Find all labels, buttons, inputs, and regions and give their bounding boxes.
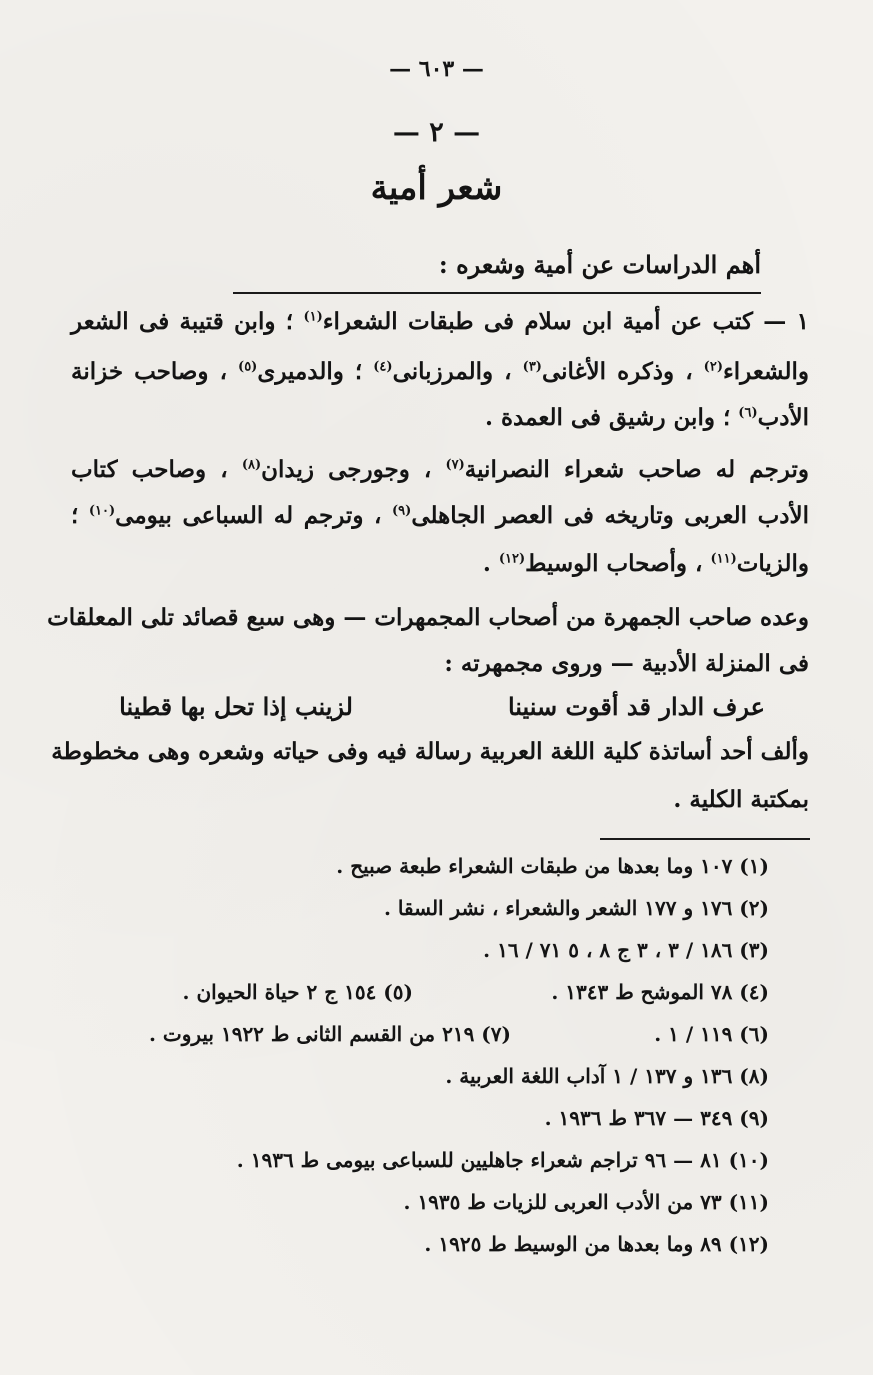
- footnote-7: (٧) ٢١٩ من القسم الثانى ط ١٩٢٢ بيروت .: [148, 1022, 511, 1046]
- footnote-2: (٢) ١٧٦ و ١٧٧ الشعر والشعراء ، نشر السقا .: [383, 896, 769, 920]
- footnote-5: (٥) ١٥٤ ج ٢ حياة الحيوان .: [182, 980, 413, 1004]
- paragraph-3-line-2: فى المنزلة الأدبية — وروى مجمهرته :: [444, 650, 809, 677]
- footnote-3: (٣) ١٨٦ / ٣ ، ٣ ج ٨ ، ٥ ٧١ / ١٦ .: [483, 938, 769, 962]
- paragraph-1-line-3: الأدب$^{(٦)}$ ؛ وابن رشيق فى العمدة .: [484, 404, 809, 431]
- footnote-12: (١٢) ٨٩ وما بعدها من الوسيط ط ١٩٢٥ .: [424, 1232, 769, 1256]
- footnote-ref: (٥): [238, 359, 258, 375]
- footnote-8: (٨) ١٣٦ و ١٣٧ / ١ آداب اللغة العربية .: [445, 1064, 769, 1088]
- footnote-ref: (١١): [710, 551, 737, 567]
- verse-second-hemistich: لزينب إذا تحل بها قطينا: [119, 692, 353, 721]
- footnote-ref: (٩): [392, 503, 412, 519]
- paragraph-4-line-1: وألف أحد أساتذة كلية اللغة العربية رسالة فيه وفى حياته وشعره وهى مخطوطة: [51, 738, 809, 765]
- footnote-ref: (١): [303, 309, 323, 325]
- footnote-6: (٦) ١١٩ / ١ .: [654, 1022, 769, 1046]
- footnote-ref: (٤): [373, 359, 393, 375]
- paragraph-1-line-2: والشعراء$^{(٢)}$ ، وذكره الأغانى$^{(٣)}$ ، والمرزبانى$^{(٤)}$ ؛ والدميرى$^{(٥)}$ ، وصاحب خزانة: [71, 358, 809, 385]
- section-number: — ٢ —: [392, 117, 481, 148]
- subheading-underlined: [233, 248, 761, 294]
- paragraph-2-line-1: وترجم له صاحب شعراء النصرانية$^{(٧)}$ ، وجورجى زيدان$^{(٨)}$ ، وصاحب كتاب: [71, 456, 809, 483]
- footnote-ref: (٣): [522, 359, 542, 375]
- footnote-1: (١) ١٠٧ وما بعدها من طبقات الشعراء طبعة صبيح .: [336, 854, 769, 878]
- paragraph-4-line-2: بمكتبة الكلية .: [673, 786, 809, 813]
- subheading: أهم الدراسات عن أمية وشعره :: [438, 250, 761, 279]
- paragraph-3-line-1: وعده صاحب الجمهرة من أصحاب المجمهرات — وهى سبع قصائد تلى المعلقات: [47, 604, 809, 631]
- footnote-separator: [600, 838, 810, 840]
- verse-first-hemistich: عرف الدار قد أقوت سنينا: [507, 692, 765, 721]
- page-number: — ٦٠٣ —: [389, 56, 484, 82]
- chapter-title: شعر أمية: [370, 168, 503, 208]
- footnote-ref: (٨): [241, 457, 262, 473]
- footnote-ref: (٦): [738, 405, 758, 421]
- footnote-ref: (١٠): [88, 503, 116, 519]
- footnote-ref: (٧): [445, 457, 465, 473]
- footnote-11: (١١) ٧٣ من الأدب العربى للزيات ط ١٩٣٥ .: [403, 1190, 769, 1214]
- footnote-ref: (١٢): [498, 551, 526, 567]
- footnote-10: (١٠) ٨١ — ٩٦ تراجم شعراء جاهليين للسباعى بيومى ط ١٩٣٦ .: [236, 1148, 769, 1172]
- paragraph-2-line-2: الأدب العربى وتاريخه فى العصر الجاهلى$^{(٩)}$ ، وترجم له السباعى بيومى$^{(١٠)}$ ؛: [71, 502, 810, 529]
- footnote-ref: (٢): [703, 359, 723, 375]
- footnote-4: (٤) ٧٨ الموشح ط ١٣٤٣ .: [551, 980, 769, 1004]
- footnote-9: (٩) ٣٤٩ — ٣٦٧ ط ١٩٣٦ .: [544, 1106, 769, 1130]
- paragraph-2-line-3: والزيات$^{(١١)}$ ، وأصحاب الوسيط$^{(١٢)}$ .: [482, 550, 809, 577]
- paragraph-1-line-1: ١ — كتب عن أمية ابن سلام فى طبقات الشعراء$^{(١)}$ ؛ وابن قتيبة فى الشعر: [71, 308, 809, 335]
